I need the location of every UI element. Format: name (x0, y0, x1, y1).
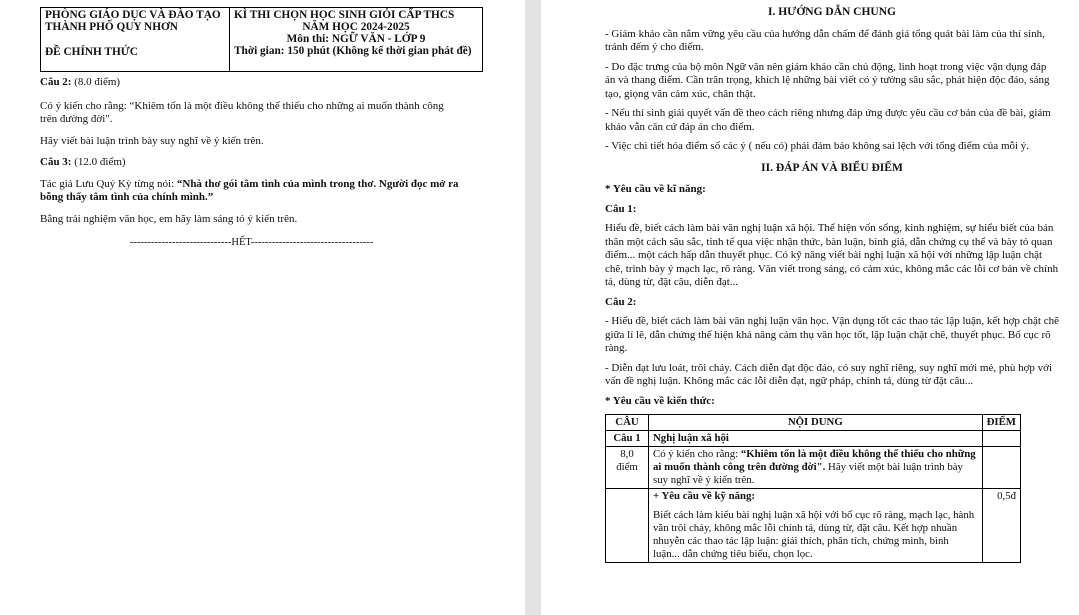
row2-cau: 8,0 điểm (606, 447, 649, 489)
table-row (606, 447, 1021, 489)
c2-text2: - Diễn đạt lưu loát, trôi chảy. Cách diễn đạt độc đáo, có suy nghĩ riêng, suy nghĩ mới mẻ, phù hợp với vấn đề nghị luận. Không mắc các lỗi diễn đạt, ngữ pháp, chính tả, dùng từ đặt câu... (605, 361, 1053, 387)
q3-quote: “Nhà thơ gói tâm tình của mình trong thơ. Người đọc mở ra bỗng thấy tâm tình của chính mình.” (40, 177, 459, 203)
row2-points (982, 447, 1020, 489)
row2-content (649, 447, 983, 489)
col-header-points: ĐIỂM (982, 415, 1020, 431)
q3-heading (40, 156, 525, 170)
row3-content (649, 489, 983, 563)
q2-text2: Hãy viết bài luận trình bày suy nghĩ về ý kiến trên. (40, 134, 264, 147)
row2-rest: Hãy viết một bài luận trình bày suy nghĩ về ý kiến trên. (653, 461, 963, 486)
exam-title: KÌ THI CHỌN HỌC SINH GIỎI CẤP THCS (234, 9, 455, 21)
c2-label: Câu 2: (605, 295, 637, 308)
row3-text: Biết cách làm kiểu bài nghị luận xã hội với bố cục rõ ràng, mạch lạc, hành văn trôi chảy, không mắc lỗi chính tả, dùng từ, đặt câu. Kết hợp nhuần nhuyễn các thao tác lập luận: giải thích, phân tích, chứng minh, bình luận... dẫn chứng tiêu biểu, chọn lọc. (653, 509, 975, 560)
org-line1: PHÒNG GIÁO DỤC VÀ ĐÀO TẠO (45, 9, 221, 21)
row1-points (982, 431, 1020, 447)
row1-cau: Câu 1 (606, 431, 649, 447)
general-item: - Giám khảo cần nắm vững yêu cầu của hướng dẫn chấm để đánh giá tổng quát bài làm của thí sinh, tránh đếm ý cho điểm. (605, 27, 1045, 53)
header-exam-cell (230, 8, 483, 72)
org-line2: THÀNH PHỐ QUY NHƠN (45, 21, 178, 33)
subject: Môn thi: NGỮ VĂN - LỚP 9 (286, 33, 426, 45)
col-header-cau: CÂU (606, 415, 649, 431)
general-item: - Do đặc trưng của bộ môn Ngữ văn nên giám khảo cần chủ động, linh hoạt trong việc vận dụng đáp án và thang điểm. Cần trân trọng, khích lệ những bài viết có ý tưởng sâu sắc, phát hiện độc đáo, sáng tạo, giọng văn cảm xúc, chân thật. (605, 60, 1050, 100)
page-right (541, 0, 1079, 615)
row1-content: Nghị luận xã hội (649, 431, 983, 447)
q2-points: (8.0 điểm) (71, 76, 121, 88)
table-row (606, 489, 1021, 563)
page-left (0, 0, 525, 615)
time-limit: Thời gian: 150 phút (Không kể thời gian phát đề) (234, 45, 472, 57)
q3-label: Câu 3: (40, 156, 72, 168)
col-header-content: NỘI DUNG (649, 415, 983, 431)
general-item: - Nếu thí sinh giải quyết vấn đề theo cách riêng nhưng đáp ứng được yêu cầu cơ bản của đề bài, giám khảo vẫn căn cứ đáp án cho điểm. (605, 107, 1051, 133)
section2-title: II. ĐÁP ÁN VÀ BIỂU ĐIỂM (761, 161, 903, 174)
table-row (606, 431, 1021, 447)
school-year: NĂM HỌC 2024-2025 (302, 21, 410, 33)
q2-heading (40, 76, 525, 90)
end-marker: -----------------------------HẾT----------------------------------- (130, 237, 374, 248)
c1-label: Câu 1: (605, 202, 637, 215)
q3-text2: Bằng trải nghiệm văn học, em hãy làm sáng tỏ ý kiến trên. (40, 212, 298, 225)
c1-text: Hiểu đề, biết cách làm bài văn nghị luận xã hội. Thể hiện vốn sống, kinh nghiệm, sự hiểu biết của bản thân một cách sâu sắc, tinh tế qua việc nhận thức, bàn luận, bình giá, dẫn chứng cụ thể và bày tỏ quan điểm... một cách hấp dẫn thuyết phục. Có kỹ năng viết bài nghị luận xã hội với những lập luận chặt chẽ, trình bày ý mạch lạc, rõ ràng. Văn viết trong sáng, có cảm xúc, không mắc các lỗi cơ bản về chính tả, dùng từ, đặt câu, diễn đạt... (605, 222, 1059, 288)
answer-table (605, 414, 1021, 563)
page-gutter (525, 0, 541, 615)
q2-label: Câu 2: (40, 76, 72, 88)
row2-intro: Có ý kiến cho rằng: (653, 448, 741, 460)
q3-points: (12.0 điểm) (71, 156, 126, 168)
official-label: ĐỀ CHÍNH THỨC (45, 46, 138, 58)
skills-title: * Yêu cầu về kĩ năng: (605, 183, 706, 195)
exam-header (40, 7, 483, 72)
q2-text1: Có ý kiến cho rằng: “Khiêm tốn là một điều không thể thiếu cho những ai muốn thành công trên đường đời". (40, 99, 444, 125)
row2-quote: “Khiêm tốn là một điều không thể thiếu cho những ai muốn thành công trên đường đời". (653, 448, 976, 473)
section1-title: I. HƯỚNG DẪN CHUNG (768, 6, 896, 18)
header-org-cell (41, 8, 230, 72)
row3-cau (606, 489, 649, 563)
q3-intro: Tác giả Lưu Quý Kỳ từng nói: (40, 177, 177, 190)
general-item: - Việc chi tiết hóa điểm số các ý ( nếu có) phải đảm bảo không sai lệch với tổng điểm của mỗi ý. (605, 140, 1030, 152)
c2-text1: - Hiểu đề, biết cách làm bài văn nghị luận văn học. Vận dụng tốt các thao tác lập luận, kết hợp chặt chẽ giữa lí lẽ, dẫn chứng thể hiện khả năng cảm thụ văn học tốt, lập luận chặt chẽ, thuyết phục. Bố cục rõ ràng. (605, 315, 1060, 354)
q3-text1 (40, 178, 460, 205)
table-header-row (606, 415, 1021, 431)
row3-title: + Yêu cầu về kỹ năng: (653, 490, 756, 502)
row3-points: 0,5đ (982, 489, 1020, 563)
knowledge-title: * Yêu cầu về kiến thức: (605, 394, 715, 407)
